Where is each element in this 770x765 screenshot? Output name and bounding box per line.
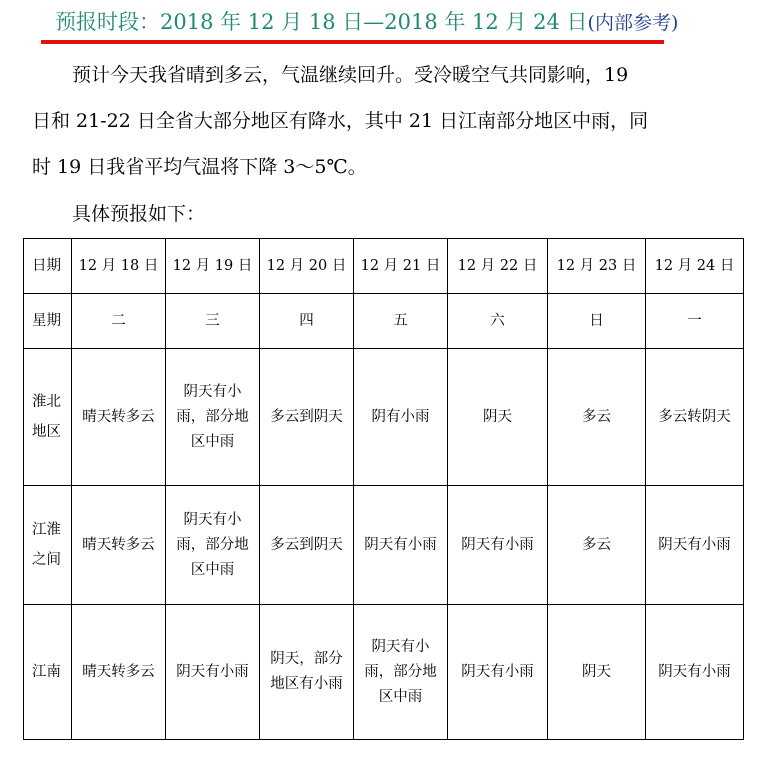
forecast-cell [448, 349, 548, 486]
forecast-cell [72, 486, 166, 605]
weekday-cell: 日 [548, 294, 646, 349]
weekday-cell: 四 [260, 294, 354, 349]
forecast-cell [72, 349, 166, 486]
forecast-text: 阴有小雨 [371, 408, 430, 425]
forecast-text: 阴天有小雨 [176, 663, 249, 680]
forecast-cell [646, 605, 744, 740]
date-cell: 12 月 20 日 [260, 239, 354, 294]
forecast-cell [646, 486, 744, 605]
date-row [24, 239, 744, 294]
date-cell: 12 月 18 日 [72, 239, 166, 294]
intro-line-2: 日和 21-22 日全省大部分地区有降水，其中 21 日江南部分地区中雨，同 [32, 110, 649, 132]
forecast-text: 阴天有小雨，部分地区中雨 [364, 638, 437, 705]
forecast-text: 阴天有小雨，部分地区中雨 [176, 511, 249, 578]
forecast-text: 多云 [582, 536, 611, 553]
forecast-cell [166, 605, 260, 740]
date-cell: 12 月 24 日 [646, 239, 744, 294]
region-name-cell [24, 349, 72, 486]
region-row [24, 349, 744, 486]
intro-line-4: 具体预报如下： [72, 203, 206, 225]
forecast-text: 晴天转多云 [82, 536, 155, 553]
forecast-cell [260, 486, 354, 605]
forecast-cell [260, 605, 354, 740]
forecast-cell [260, 349, 354, 486]
forecast-cell [166, 349, 260, 486]
date-cell: 12 月 19 日 [166, 239, 260, 294]
date-cell: 12 月 21 日 [354, 239, 448, 294]
forecast-cell [646, 349, 744, 486]
forecast-text: 多云到阴天 [270, 408, 343, 425]
region-name-part: 地区 [32, 424, 61, 440]
region-name-cell [24, 605, 72, 740]
internal-reference-note: (内部参考) [587, 12, 679, 34]
weekday-row [24, 294, 744, 349]
forecast-cell [548, 605, 646, 740]
forecast-text: 多云 [582, 408, 611, 425]
forecast-text: 阴天有小雨 [658, 663, 731, 680]
region-name-part: 之间 [32, 552, 61, 568]
forecast-cell [354, 486, 448, 605]
forecast-cell [72, 605, 166, 740]
forecast-text: 晴天转多云 [82, 408, 155, 425]
intro-line-3: 时 19 日我省平均气温将下降 3～5℃。 [32, 156, 367, 178]
forecast-cell [354, 349, 448, 486]
region-name-part: 江淮 [32, 522, 61, 538]
forecast-table [23, 238, 744, 740]
weekday-cell: 三 [166, 294, 260, 349]
forecast-cell [448, 605, 548, 740]
region-row [24, 605, 744, 740]
forecast-cell [354, 605, 448, 740]
forecast-cell [548, 486, 646, 605]
date-cell: 12 月 23 日 [548, 239, 646, 294]
region-name-part: 江南 [32, 664, 61, 680]
date-header-cell: 日期 [24, 239, 72, 294]
weekday-cell: 一 [646, 294, 744, 349]
region-name-part: 淮北 [32, 394, 61, 410]
forecast-text: 多云到阴天 [270, 536, 343, 553]
forecast-text: 阴天有小雨 [461, 663, 534, 680]
forecast-text: 阴天有小雨 [658, 536, 731, 553]
forecast-cell [448, 486, 548, 605]
header-underline [41, 40, 664, 44]
period-label: 预报时段： [55, 10, 160, 34]
forecast-text: 多云转阴天 [658, 408, 731, 425]
forecast-period-header [55, 6, 678, 36]
forecast-text: 阴天 [582, 663, 611, 680]
forecast-text: 晴天转多云 [82, 663, 155, 680]
weekday-cell: 五 [354, 294, 448, 349]
forecast-text: 阴天有小雨 [461, 536, 534, 553]
forecast-text: 阴天有小雨 [364, 536, 437, 553]
forecast-text: 阴天有小雨，部分地区中雨 [176, 383, 249, 450]
forecast-cell [548, 349, 646, 486]
region-name-cell [24, 486, 72, 605]
weekday-cell: 二 [72, 294, 166, 349]
region-row [24, 486, 744, 605]
forecast-text: 阴天，部分地区有小雨 [270, 651, 343, 692]
forecast-text: 阴天 [483, 408, 512, 425]
forecast-cell [166, 486, 260, 605]
period-range: 2018 年 12 月 18 日—2018 年 12 月 24 日 [160, 10, 588, 34]
weekday-header-cell: 星期 [24, 294, 72, 349]
date-cell: 12 月 22 日 [448, 239, 548, 294]
weekday-cell: 六 [448, 294, 548, 349]
intro-line-1: 预计今天我省晴到多云，气温继续回升。受冷暖空气共同影响，19 [72, 64, 629, 86]
